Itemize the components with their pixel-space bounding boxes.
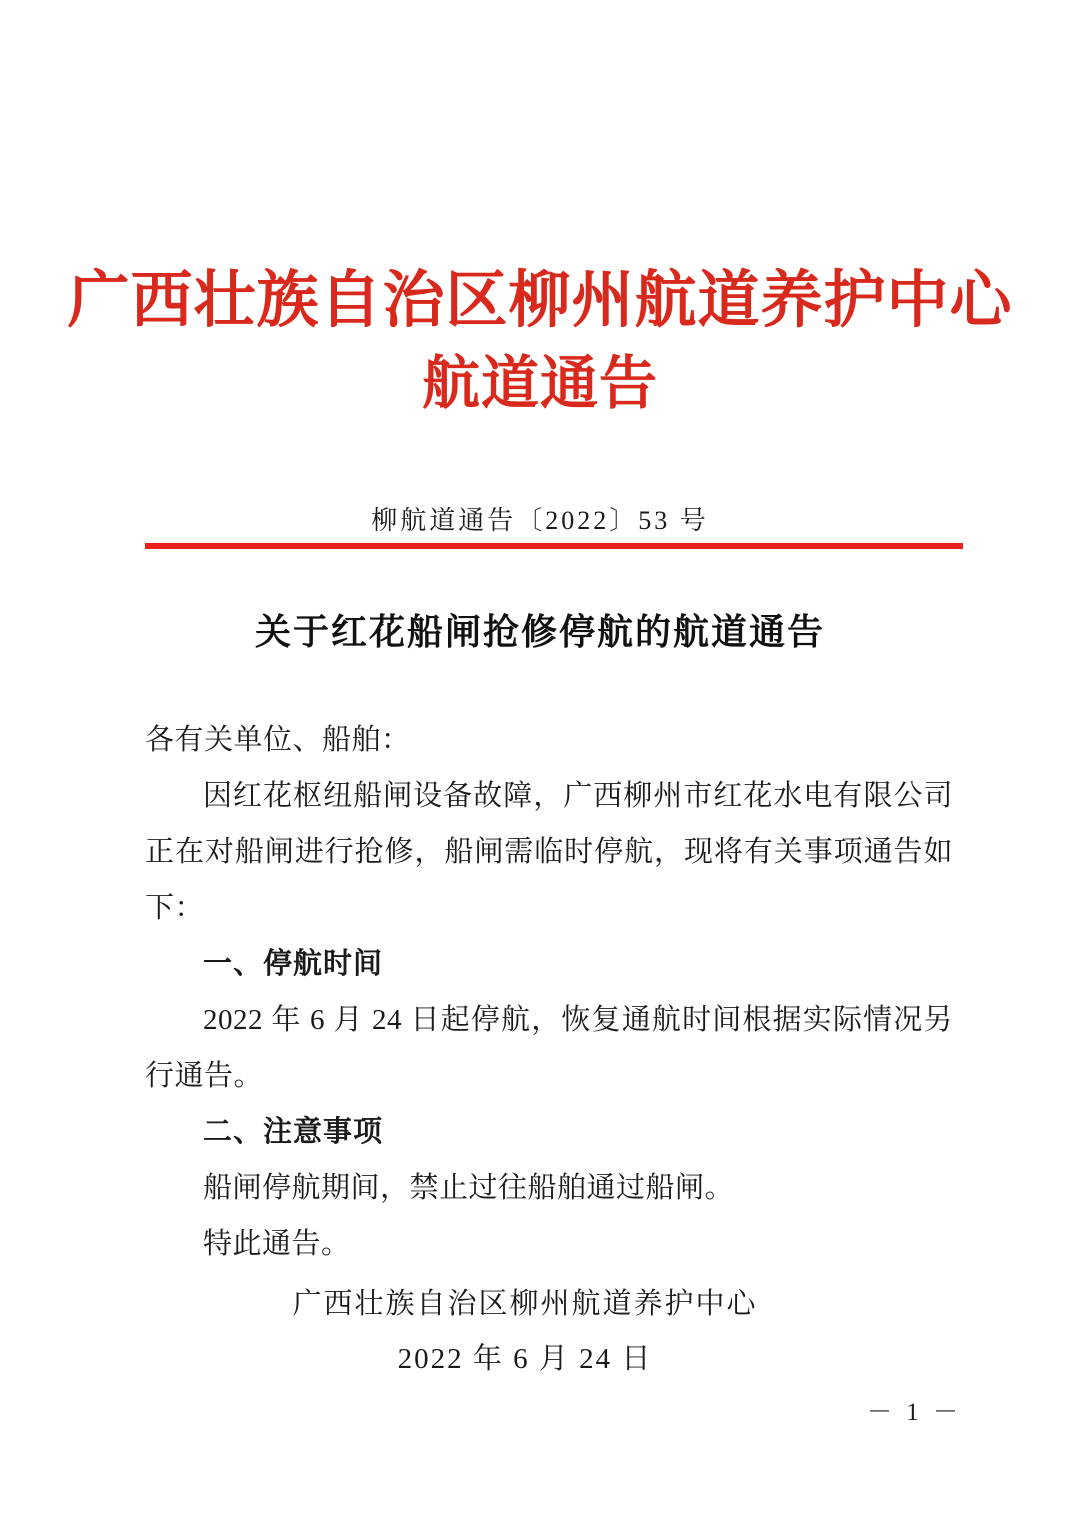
section-text-2: 船闸停航期间，禁止过往船舶通过船闸。 [203,1172,735,1204]
subject-title: 关于红花船闸抢修停航的航道通告 [254,612,825,652]
page-number: － 1 － [866,1399,962,1426]
signature-date: 2022 年 6 月 24 日 [397,1343,653,1375]
section-heading-1: 一、停航时间 [203,948,384,980]
salutation: 各有关单位、船舶： [145,724,411,756]
intro-paragraph: 因红花枢纽船闸设备故障，广西柳州市红花水电有限公司正在对船闸进行抢修，船闸需临时停航，现将有关事项通告如下： [145,780,953,924]
red-divider-rule [145,543,963,549]
document-number: 柳航道通告〔2022〕53 号 [371,506,709,535]
signature-organization: 广西壮族自治区柳州航道养护中心 [292,1288,758,1320]
masthead-line-document-type: 航道通告 [421,351,658,416]
masthead-line-organization: 广西壮族自治区柳州航道养护中心 [67,267,1013,335]
section-heading-2: 二、注意事项 [203,1116,384,1148]
document-body [145,712,953,1272]
signature-block [0,1281,1080,1377]
closing-statement: 特此通告。 [203,1228,351,1260]
section-text-1: 2022 年 6 月 24 日起停航，恢复通航时间根据实际情况另行通告。 [145,1004,953,1092]
masthead [0,258,1080,424]
